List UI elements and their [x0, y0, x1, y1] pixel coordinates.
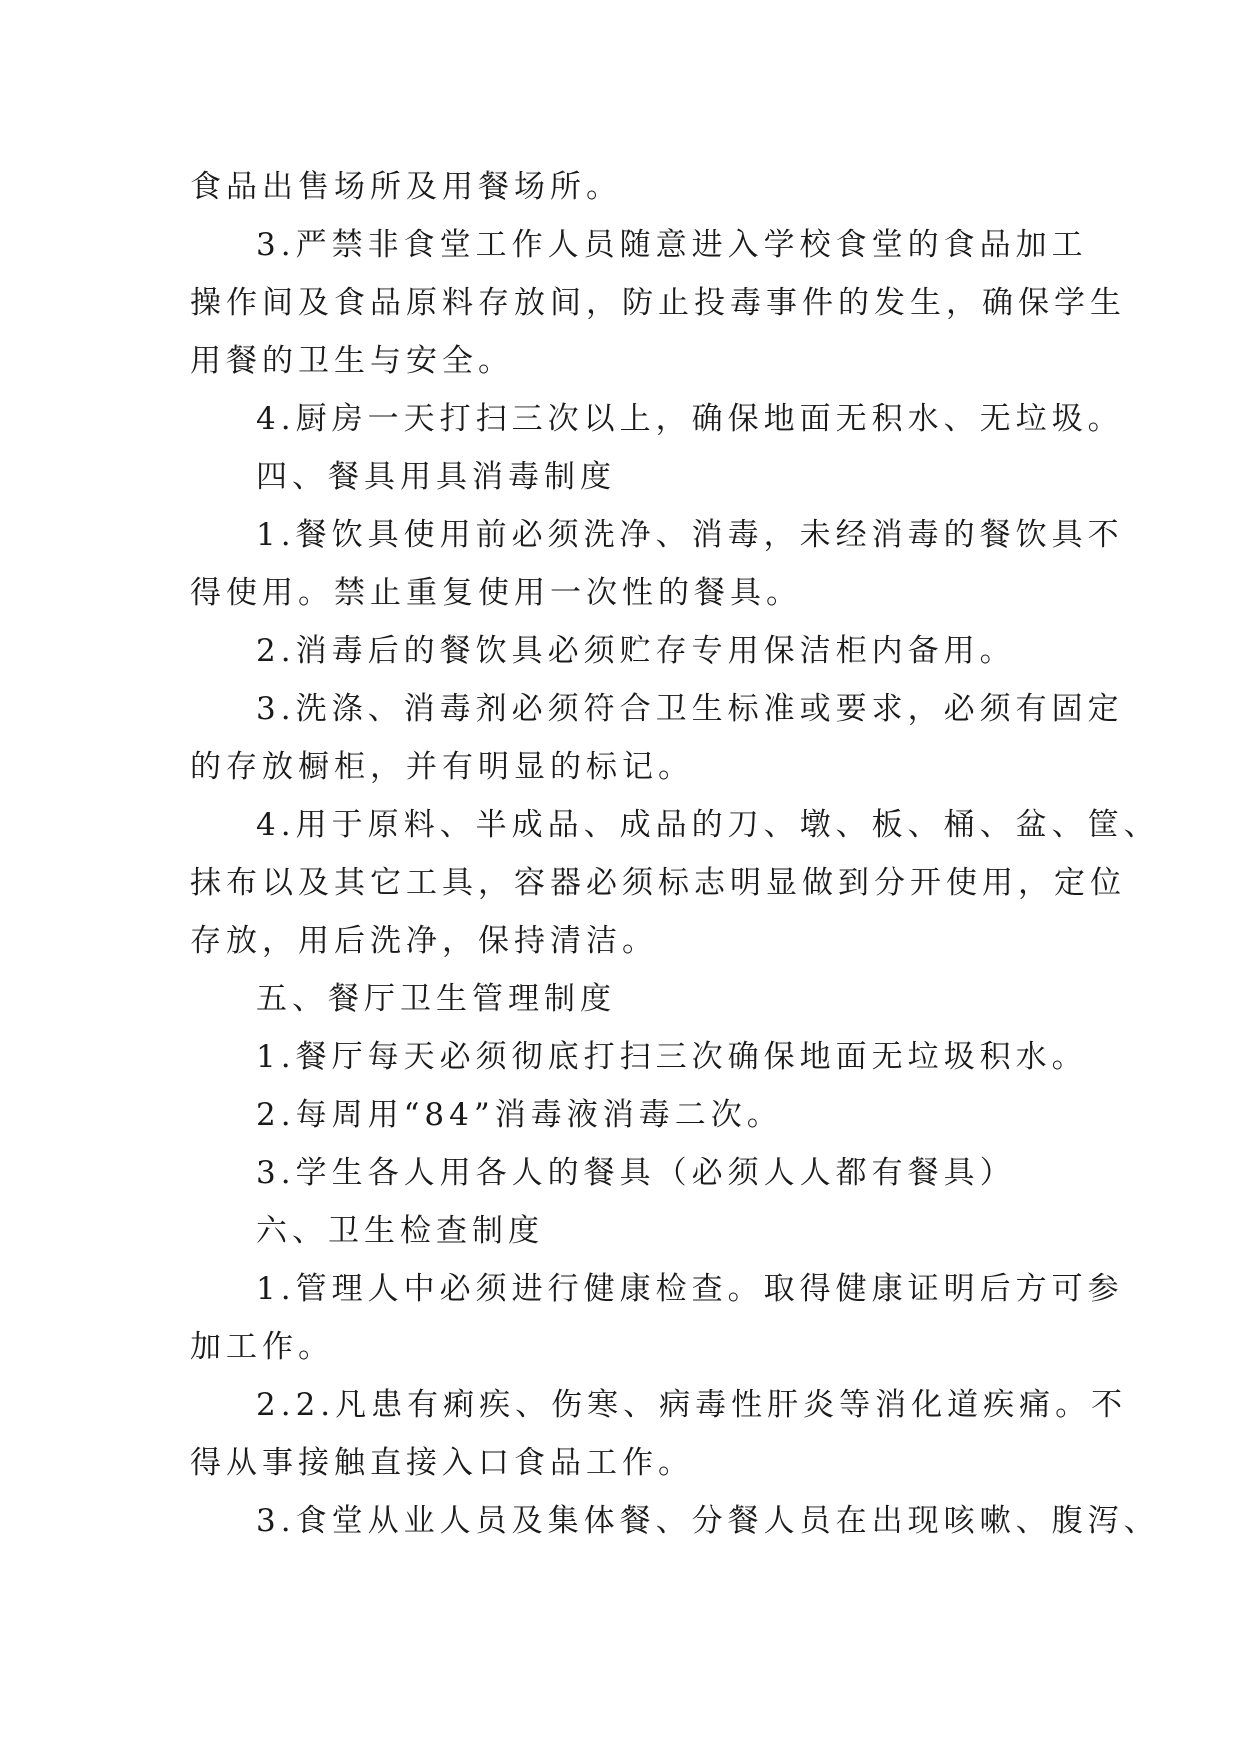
section-heading: 五、餐厅卫生管理制度	[256, 981, 616, 1017]
text-line: 2.每周用“84”消毒液消毒二次。	[256, 1097, 783, 1133]
text-line: 得使用。禁止重复使用一次性的餐具。	[190, 575, 802, 611]
text-line: 4.用于原料、半成品、成品的刀、墩、板、桶、盆、筐、	[256, 807, 1160, 843]
text-line: 1.管理人中必须进行健康检查。取得健康证明后方可参	[256, 1271, 1124, 1307]
text-line: 2.2.凡患有痢疾、伤寒、病毒性肝炎等消化道疾痛。不	[256, 1387, 1128, 1423]
text-line: 1.餐饮具使用前必须洗净、消毒，未经消毒的餐饮具不	[256, 517, 1124, 553]
text-line: 3.食堂从业人员及集体餐、分餐人员在出现咳嗽、腹泻、	[256, 1503, 1160, 1539]
text-line: 4.厨房一天打扫三次以上，确保地面无积水、无垃圾。	[256, 401, 1124, 437]
text-line: 1.餐厅每天必须彻底打扫三次确保地面无垃圾积水。	[256, 1039, 1088, 1075]
section-heading: 四、餐具用具消毒制度	[256, 459, 616, 495]
text-line: 的存放橱柜，并有明显的标记。	[190, 749, 694, 785]
text-line: 3.洗涤、消毒剂必须符合卫生标准或要求，必须有固定	[256, 691, 1124, 727]
text-line: 抹布以及其它工具，容器必须标志明显做到分开使用，定位	[190, 865, 1126, 901]
text-line: 食品出售场所及用餐场所。	[190, 169, 622, 205]
text-line: 用餐的卫生与安全。	[190, 343, 514, 379]
text-line: 得从事接触直接入口食品工作。	[190, 1445, 694, 1481]
text-line: 存放，用后洗净，保持清洁。	[190, 923, 658, 959]
text-line: 操作间及食品原料存放间，防止投毒事件的发生，确保学生	[190, 285, 1126, 321]
document-body	[190, 158, 1160, 1550]
text-line: 3.严禁非食堂工作人员随意进入学校食堂的食品加工	[256, 227, 1088, 263]
text-line: 3.学生各人用各人的餐具（必须人人都有餐具）	[256, 1155, 1016, 1191]
section-heading: 六、卫生检查制度	[256, 1213, 544, 1249]
text-line: 加工作。	[190, 1329, 334, 1365]
text-line: 2.消毒后的餐饮具必须贮存专用保洁柜内备用。	[256, 633, 1016, 669]
